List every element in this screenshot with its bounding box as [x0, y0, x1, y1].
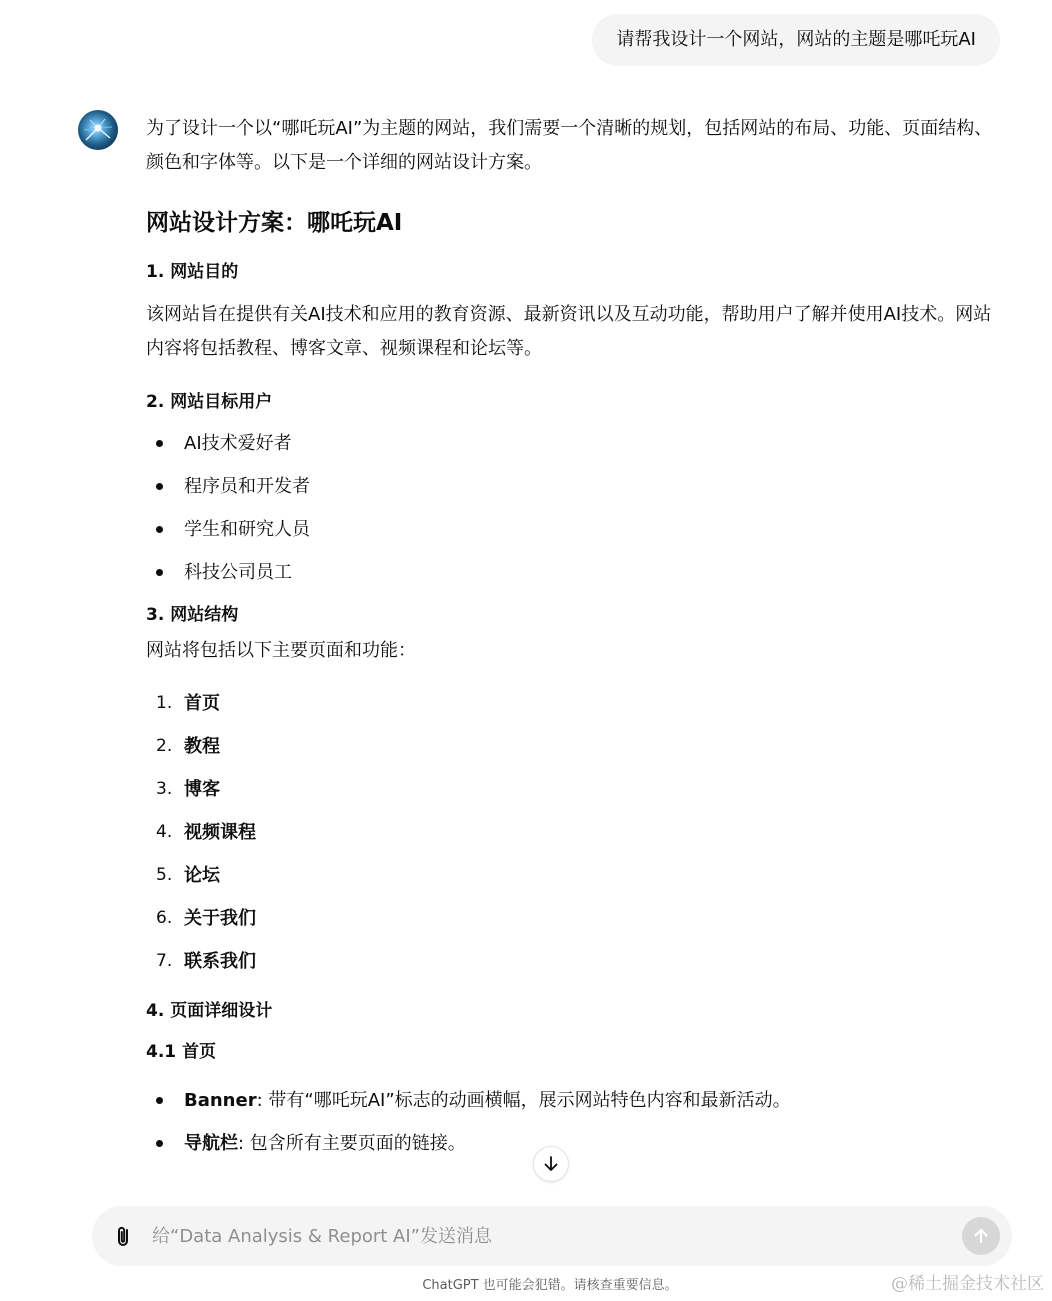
arrow-up-icon [971, 1226, 991, 1246]
list-item: 2. 教程 [156, 736, 220, 757]
paperclip-icon [110, 1222, 138, 1250]
disclaimer-text: ChatGPT 也可能会犯错。请核查重要信息。 [422, 1278, 678, 1293]
list-item: 5. 论坛 [156, 865, 220, 886]
structure-paragraph: 网站将包括以下主要页面和功能： [146, 640, 416, 661]
list-item: 3. 博客 [156, 779, 220, 800]
list-item: 科技公司员工 [146, 551, 996, 594]
scroll-to-bottom-button[interactable] [533, 1146, 569, 1182]
bullet-icon [156, 440, 163, 447]
bullet-icon [156, 1140, 163, 1147]
message-composer [92, 1206, 1012, 1266]
bullet-icon [156, 1097, 163, 1104]
target-users-list [146, 422, 996, 594]
purpose-paragraph: 该网站旨在提供有关AI技术和应用的教育资源、最新资讯以及互动功能，帮助用户了解并使用AI技术。网站内容将包括教程、博客文章、视频课程和论坛等。 [146, 304, 992, 359]
list-item: 7. 联系我们 [156, 951, 256, 972]
list-item: 4. 视频课程 [156, 822, 256, 843]
assistant-message [146, 112, 996, 1165]
list-item: Banner: 带有“哪吒玩AI”标志的动画横幅，展示网站特色内容和最新活动。 [146, 1079, 996, 1122]
section-heading-purpose: 1. 网站目的 [146, 262, 239, 282]
section-heading-users: 2. 网站目标用户 [146, 392, 273, 412]
assistant-avatar [78, 110, 118, 150]
avatar-art-icon [78, 110, 118, 150]
intro-paragraph: 为了设计一个以“哪吒玩AI”为主题的网站，我们需要一个清晰的规划，包括网站的布局、功能、页面结构、颜色和字体等。以下是一个详细的网站设计方案。 [146, 118, 993, 173]
bullet-icon [156, 483, 163, 490]
watermark: @稀土掘金技术社区 [891, 1274, 1044, 1294]
section-heading-page-design: 4. 页面详细设计 [146, 1001, 273, 1021]
bullet-icon [156, 569, 163, 576]
list-item: 6. 关于我们 [156, 908, 256, 929]
send-button[interactable] [962, 1217, 1000, 1255]
list-item: 学生和研究人员 [146, 508, 996, 551]
home-features-list [146, 1079, 996, 1165]
bullet-icon [156, 526, 163, 533]
user-message-bubble: 请帮我设计一个网站，网站的主题是哪吒玩AI [592, 14, 1000, 66]
attach-button[interactable] [110, 1222, 138, 1250]
plan-title: 网站设计方案：哪吒玩AI [146, 210, 403, 236]
arrow-down-icon [542, 1155, 560, 1173]
page-structure-list [146, 682, 996, 983]
list-item: 程序员和开发者 [146, 465, 996, 508]
section-heading-structure: 3. 网站结构 [146, 605, 239, 625]
subsection-heading-home: 4.1 首页 [146, 1042, 217, 1062]
list-item: 导航栏: 包含所有主要页面的链接。 [146, 1122, 996, 1165]
message-input[interactable] [152, 1206, 942, 1266]
list-item: 1. 首页 [156, 693, 220, 714]
list-item: AI技术爱好者 [146, 422, 996, 465]
